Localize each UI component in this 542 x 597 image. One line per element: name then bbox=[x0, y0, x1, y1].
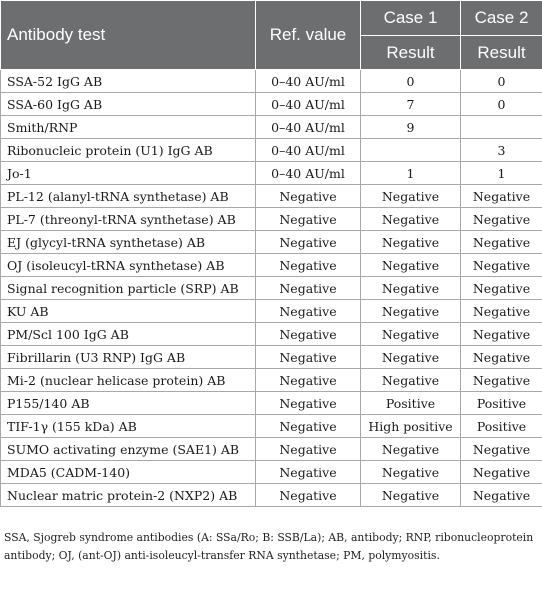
ref-value-cell: 0–40 AU/ml bbox=[256, 139, 361, 162]
ref-value-cell: Negative bbox=[256, 438, 361, 461]
ref-value-cell: Negative bbox=[256, 369, 361, 392]
ref-value-cell: 0–40 AU/ml bbox=[256, 116, 361, 139]
table-row bbox=[1, 277, 542, 300]
table-row bbox=[1, 392, 542, 415]
antibody-name-cell: Smith/RNP bbox=[1, 116, 256, 139]
header-case-2: Case 2 bbox=[461, 1, 542, 36]
header-antibody-test: Antibody test bbox=[1, 1, 256, 70]
case-1-result-cell: Negative bbox=[361, 277, 461, 300]
case-1-result-cell: Negative bbox=[361, 323, 461, 346]
table-row bbox=[1, 231, 542, 254]
antibody-name-cell: EJ (glycyl-tRNA synthetase) AB bbox=[1, 231, 256, 254]
case-1-result-cell: Negative bbox=[361, 300, 461, 323]
header-result-case-2: Result bbox=[461, 36, 542, 70]
case-1-result-cell: Negative bbox=[361, 461, 461, 484]
ref-value-cell: Negative bbox=[256, 346, 361, 369]
ref-value-cell: 0–40 AU/ml bbox=[256, 70, 361, 93]
table-row bbox=[1, 438, 542, 461]
ref-value-cell: Negative bbox=[256, 208, 361, 231]
table-row bbox=[1, 254, 542, 277]
case-2-result-cell: Negative bbox=[461, 323, 542, 346]
case-2-result-cell: 0 bbox=[461, 70, 542, 93]
case-2-result-cell: Negative bbox=[461, 254, 542, 277]
antibody-name-cell: MDA5 (CADM-140) bbox=[1, 461, 256, 484]
case-1-result-cell: Negative bbox=[361, 369, 461, 392]
ref-value-cell: Negative bbox=[256, 392, 361, 415]
table-footnote: SSA, Sjogreb syndrome antibodies (A: SSa/Ro; B: SSB/La); AB, antibody; RNP, ribonucleoprotein antibody; OJ, (ant-OJ) anti-isoleucyl-transfer RNA synthetase; PM, polymyositis. bbox=[4, 531, 534, 562]
case-1-result-cell: Negative bbox=[361, 484, 461, 507]
header-case-1: Case 1 bbox=[361, 1, 461, 36]
case-1-result-cell: Negative bbox=[361, 231, 461, 254]
ref-value-cell: Negative bbox=[256, 461, 361, 484]
case-2-result-cell: Negative bbox=[461, 369, 542, 392]
table-row bbox=[1, 208, 542, 231]
antibody-name-cell: SUMO activating enzyme (SAE1) AB bbox=[1, 438, 256, 461]
header-result-case-1: Result bbox=[361, 36, 461, 70]
table-row bbox=[1, 346, 542, 369]
antibody-name-cell: P155/140 AB bbox=[1, 392, 256, 415]
case-2-result-cell: Negative bbox=[461, 484, 542, 507]
table-body bbox=[1, 70, 542, 507]
ref-value-cell: Negative bbox=[256, 484, 361, 507]
antibody-name-cell: PL-12 (alanyl-tRNA synthetase) AB bbox=[1, 185, 256, 208]
case-2-result-cell: Negative bbox=[461, 461, 542, 484]
table-row bbox=[1, 323, 542, 346]
case-2-result-cell bbox=[461, 116, 542, 139]
ref-value-cell: Negative bbox=[256, 231, 361, 254]
ref-value-cell: 0–40 AU/ml bbox=[256, 93, 361, 116]
antibody-name-cell: Nuclear matric protein-2 (NXP2) AB bbox=[1, 484, 256, 507]
case-2-result-cell: Negative bbox=[461, 346, 542, 369]
case-1-result-cell: Negative bbox=[361, 185, 461, 208]
table-row bbox=[1, 300, 542, 323]
case-1-result-cell bbox=[361, 139, 461, 162]
case-2-result-cell: Negative bbox=[461, 300, 542, 323]
table-row bbox=[1, 139, 542, 162]
table-row bbox=[1, 116, 542, 139]
antibody-name-cell: SSA-60 IgG AB bbox=[1, 93, 256, 116]
case-2-result-cell: Negative bbox=[461, 185, 542, 208]
case-1-result-cell: Negative bbox=[361, 208, 461, 231]
antibody-name-cell: Mi-2 (nuclear helicase protein) AB bbox=[1, 369, 256, 392]
ref-value-cell: 0–40 AU/ml bbox=[256, 162, 361, 185]
antibody-name-cell: Signal recognition particle (SRP) AB bbox=[1, 277, 256, 300]
case-2-result-cell: Negative bbox=[461, 208, 542, 231]
case-2-result-cell: 3 bbox=[461, 139, 542, 162]
antibody-name-cell: KU AB bbox=[1, 300, 256, 323]
antibody-name-cell: Jo-1 bbox=[1, 162, 256, 185]
case-1-result-cell: High positive bbox=[361, 415, 461, 438]
antibody-name-cell: Fibrillarin (U3 RNP) IgG AB bbox=[1, 346, 256, 369]
table-row bbox=[1, 70, 542, 93]
table-header bbox=[1, 1, 542, 70]
header-row bbox=[1, 1, 542, 36]
table-row bbox=[1, 162, 542, 185]
table-row bbox=[1, 93, 542, 116]
ref-value-cell: Negative bbox=[256, 185, 361, 208]
case-2-result-cell: Positive bbox=[461, 392, 542, 415]
table-row bbox=[1, 415, 542, 438]
antibody-name-cell: SSA-52 IgG AB bbox=[1, 70, 256, 93]
case-2-result-cell: Negative bbox=[461, 277, 542, 300]
ref-value-cell: Negative bbox=[256, 300, 361, 323]
ref-value-cell: Negative bbox=[256, 323, 361, 346]
case-1-result-cell: 1 bbox=[361, 162, 461, 185]
case-1-result-cell: Negative bbox=[361, 254, 461, 277]
case-1-result-cell: 0 bbox=[361, 70, 461, 93]
case-2-result-cell: Negative bbox=[461, 438, 542, 461]
case-2-result-cell: 1 bbox=[461, 162, 542, 185]
antibody-name-cell: PM/Scl 100 IgG AB bbox=[1, 323, 256, 346]
antibody-name-cell: Ribonucleic protein (U1) IgG AB bbox=[1, 139, 256, 162]
antibody-name-cell: TIF-1γ (155 kDa) AB bbox=[1, 415, 256, 438]
case-1-result-cell: Positive bbox=[361, 392, 461, 415]
table-row bbox=[1, 461, 542, 484]
table-row bbox=[1, 484, 542, 507]
ref-value-cell: Negative bbox=[256, 254, 361, 277]
table-row bbox=[1, 369, 542, 392]
table-row bbox=[1, 185, 542, 208]
case-2-result-cell: 0 bbox=[461, 93, 542, 116]
ref-value-cell: Negative bbox=[256, 277, 361, 300]
case-2-result-cell: Negative bbox=[461, 231, 542, 254]
antibody-name-cell: PL-7 (threonyl-tRNA synthetase) AB bbox=[1, 208, 256, 231]
case-1-result-cell: 9 bbox=[361, 116, 461, 139]
header-ref-value: Ref. value bbox=[256, 1, 361, 70]
case-1-result-cell: Negative bbox=[361, 346, 461, 369]
ref-value-cell: Negative bbox=[256, 415, 361, 438]
antibody-name-cell: OJ (isoleucyl-tRNA synthetase) AB bbox=[1, 254, 256, 277]
case-2-result-cell: Positive bbox=[461, 415, 542, 438]
case-1-result-cell: Negative bbox=[361, 438, 461, 461]
case-1-result-cell: 7 bbox=[361, 93, 461, 116]
